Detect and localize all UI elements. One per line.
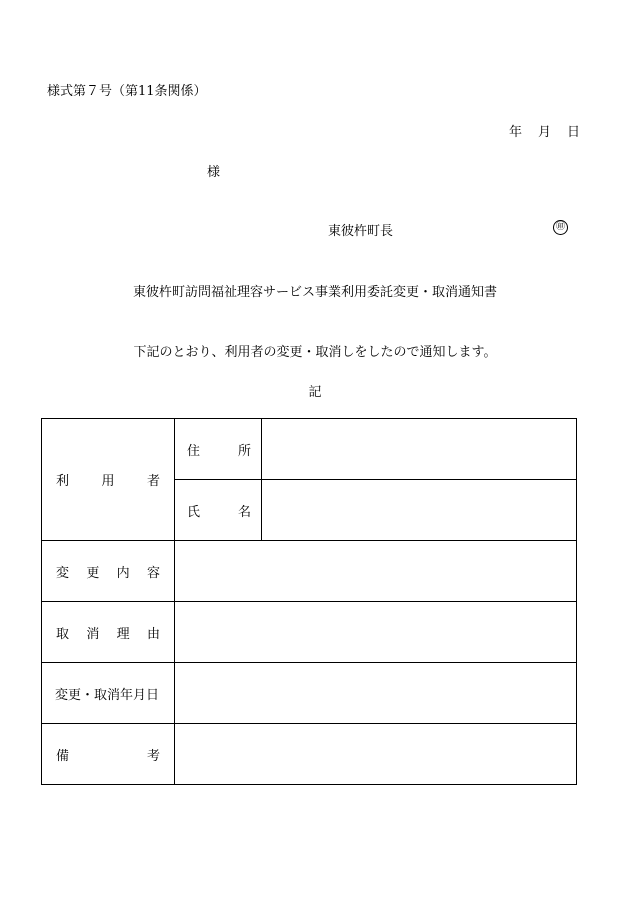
change-content-value-cell[interactable] (175, 541, 577, 602)
change-date-label: 変更・取消年月日 (55, 687, 160, 703)
change-content-label (42, 562, 174, 581)
name-value-cell[interactable] (262, 480, 577, 541)
cancel-reason-label-char: 取 (56, 626, 70, 642)
user-label-cell (42, 419, 175, 541)
user-label-char: 者 (146, 474, 160, 489)
date-line (509, 121, 580, 140)
name-label-char: 氏 (187, 504, 201, 520)
remarks-value-cell[interactable] (175, 724, 577, 785)
table-row (42, 541, 577, 602)
cancel-reason-label-char: 理 (116, 626, 130, 642)
date-day-label: 日 (566, 125, 580, 140)
address-value-cell[interactable] (262, 419, 577, 480)
cancel-reason-value-cell[interactable] (175, 602, 577, 663)
notification-table (41, 418, 577, 785)
name-label-char: 名 (237, 504, 251, 520)
change-date-value-cell[interactable] (175, 663, 577, 724)
change-content-label-char: 更 (86, 565, 100, 581)
remarks-label-cell (42, 724, 175, 785)
table-row (42, 663, 577, 724)
cancel-reason-label-char: 由 (146, 626, 160, 642)
table-row (42, 419, 577, 480)
ki-heading: 記 (308, 385, 322, 400)
date-month-label: 月 (537, 125, 551, 140)
intro-text: 下記のとおり、利用者の変更・取消しをしたので通知します。 (133, 345, 497, 360)
change-content-label-char: 内 (116, 565, 130, 581)
address-label-cell (175, 419, 262, 480)
user-label-char: 用 (101, 474, 115, 489)
name-label-cell (175, 480, 262, 541)
change-content-label-char: 容 (146, 565, 160, 581)
form-number: 様式第７号（第11条関係） (47, 84, 207, 99)
change-date-label-cell (42, 663, 175, 724)
change-content-label-cell (42, 541, 175, 602)
address-label (175, 440, 261, 459)
table-row (42, 602, 577, 663)
recipient-suffix: 様 (207, 165, 221, 180)
address-label-char: 住 (187, 443, 201, 459)
remarks-label-char: 考 (146, 748, 160, 764)
date-year-label: 年 (508, 125, 522, 140)
remarks-label-char: 備 (56, 748, 70, 764)
user-label-char: 利 (56, 474, 70, 489)
remarks-label (42, 745, 174, 764)
cancel-reason-label-cell (42, 602, 175, 663)
change-content-label-char: 変 (56, 565, 70, 581)
table-row (42, 724, 577, 785)
seal-mark: ㊞ (553, 220, 568, 235)
cancel-reason-label (42, 623, 174, 642)
issuer-name: 東彼杵町長 (328, 224, 394, 239)
document-title: 東彼杵町訪問福祉理容サービス事業利用委託変更・取消通知書 (132, 285, 497, 300)
address-label-char: 所 (237, 443, 251, 459)
cancel-reason-label-char: 消 (86, 626, 100, 642)
name-label (175, 501, 261, 520)
user-label (42, 470, 174, 489)
